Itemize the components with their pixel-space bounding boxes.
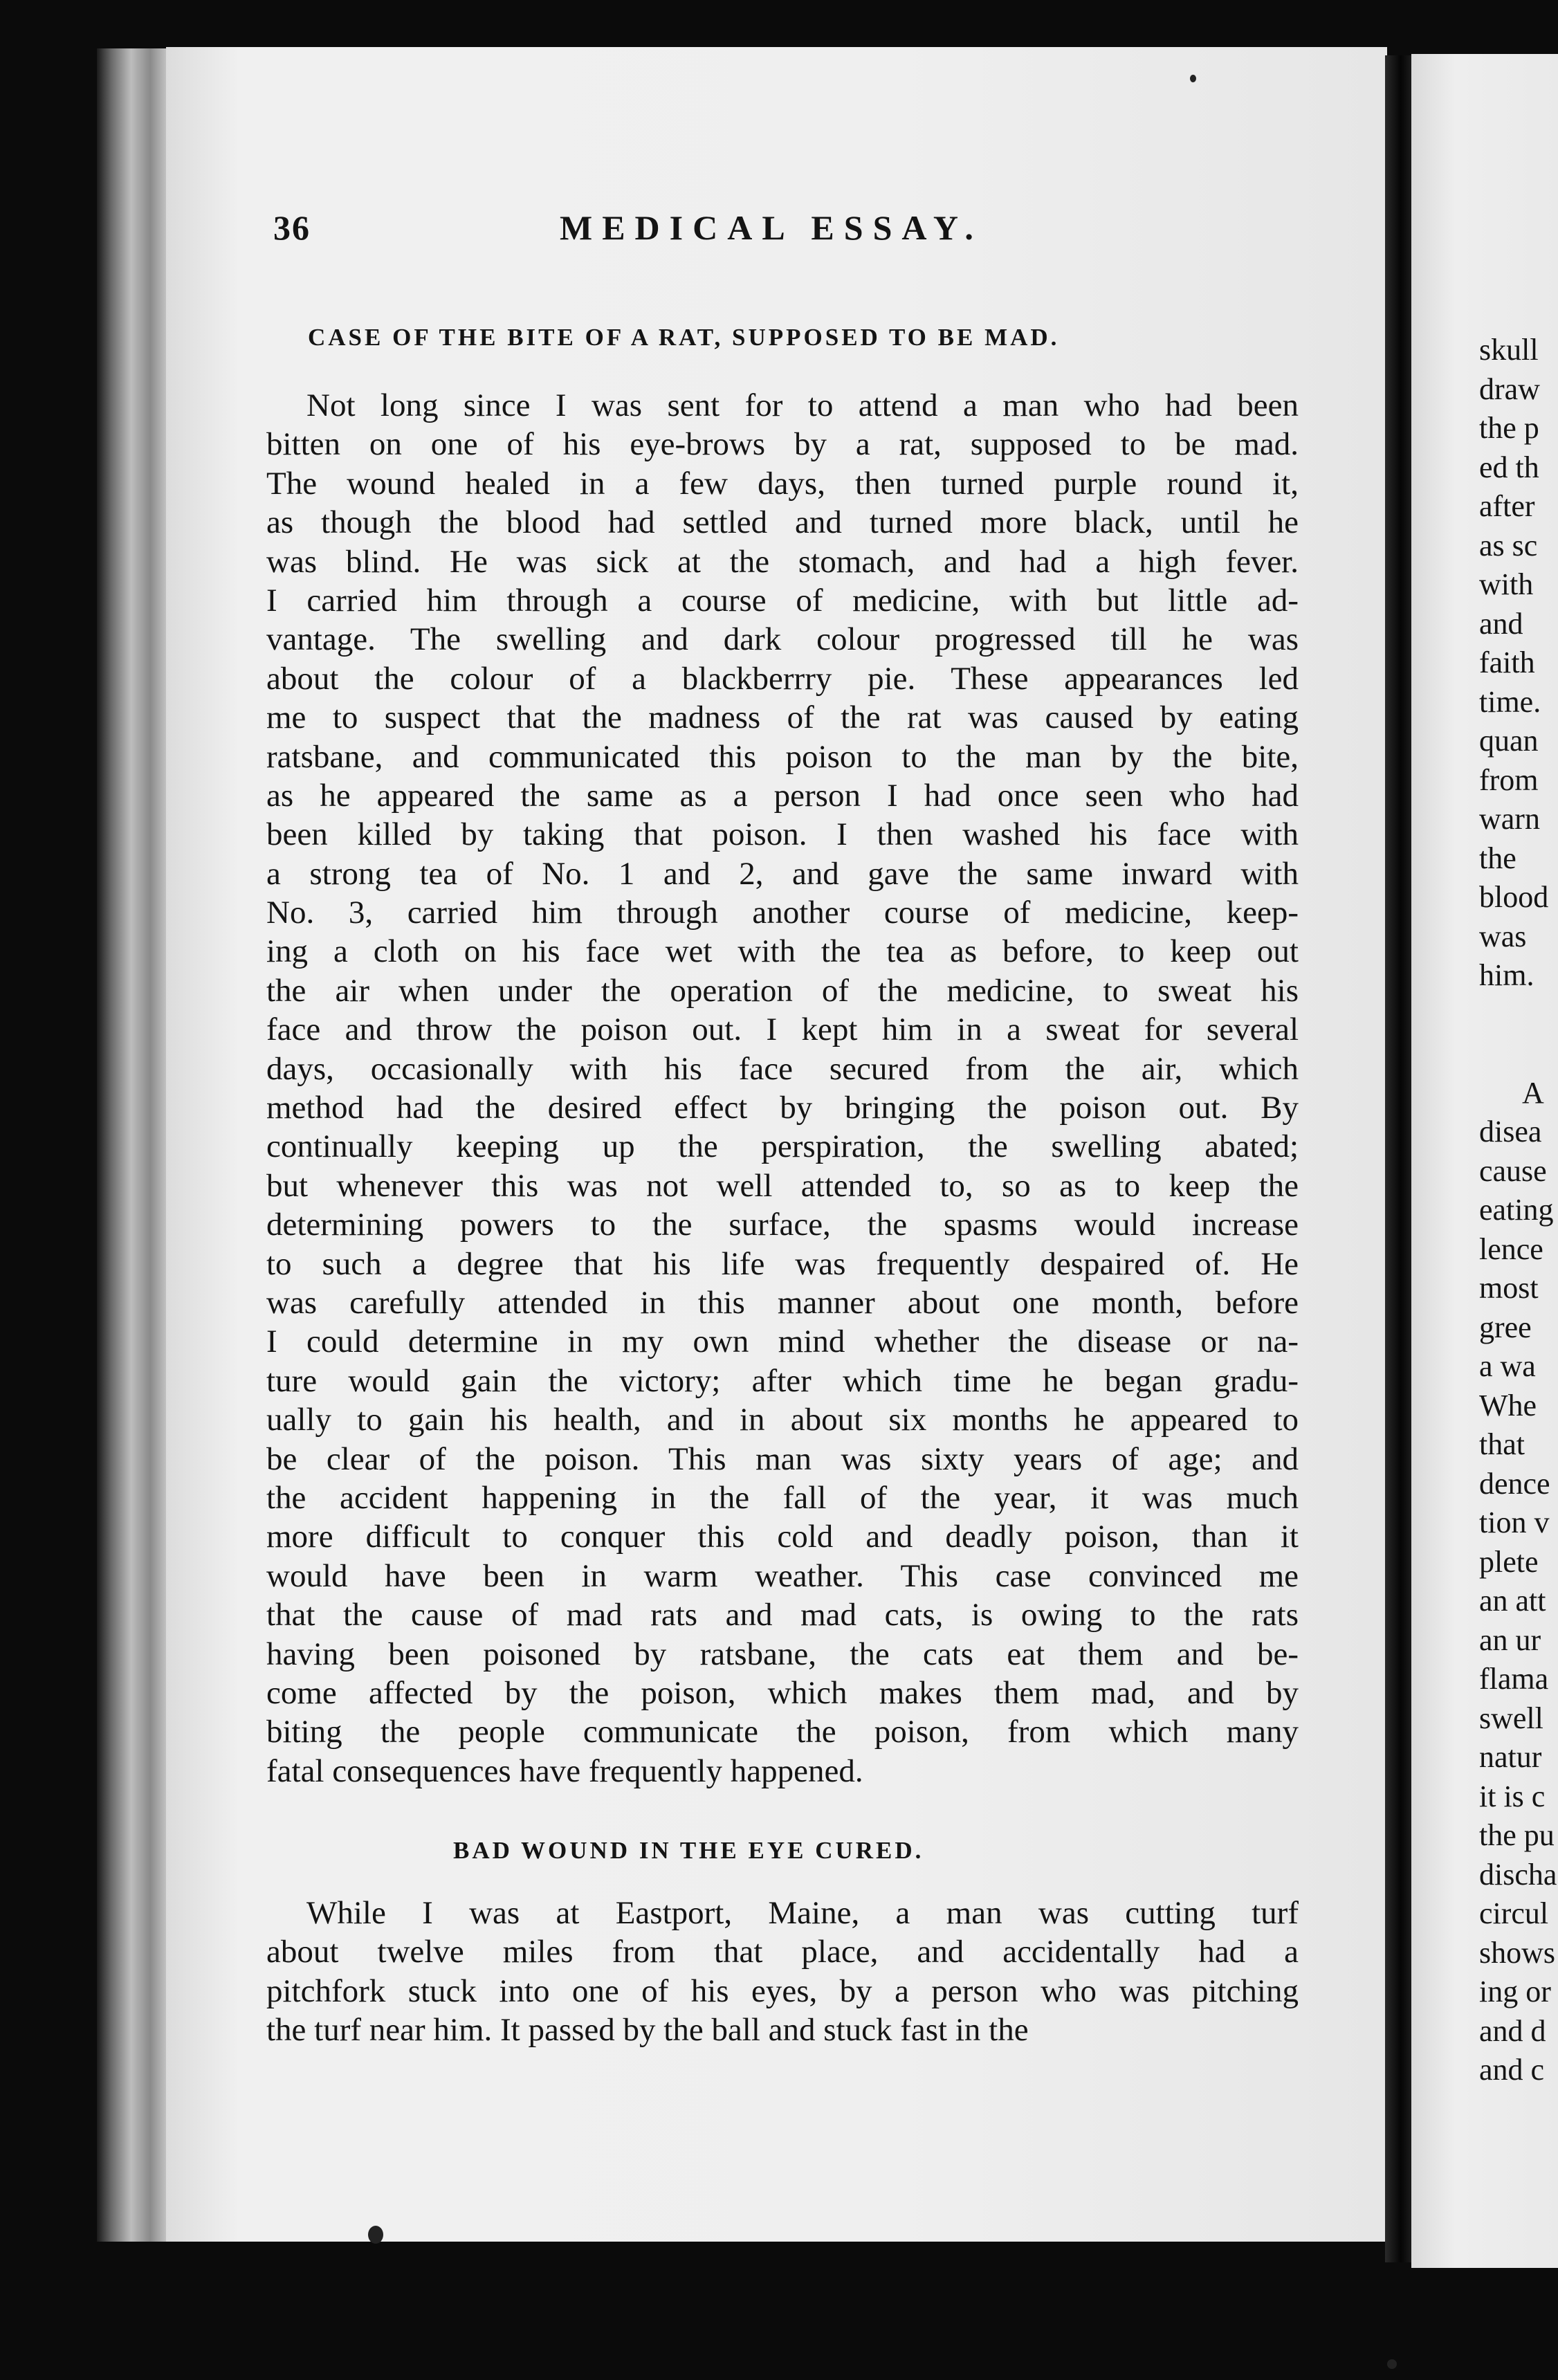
ink-speck	[1190, 75, 1196, 82]
text-line: the turf near him. It passed by the ball and stuck fast in the	[266, 2012, 1029, 2049]
facing-text-fragment: an att	[1479, 1584, 1546, 1618]
facing-text-fragment: the pu	[1479, 1818, 1555, 1852]
facing-text-fragment: and d	[1479, 2013, 1546, 2048]
text-line: the air when under the operation of the medicine, to sweat his	[266, 972, 1299, 1009]
text-line: was carefully attended in this manner about one month, before	[266, 1284, 1299, 1321]
text-line: as he appeared the same as a person I had once seen who had	[266, 777, 1299, 814]
text-line: vantage. The swelling and dark colour progressed till he was	[266, 621, 1299, 658]
running-head	[273, 208, 1294, 256]
text-line: me to suspect that the madness of the rat was caused by eating	[266, 699, 1299, 736]
text-line: biting the people communicate the poison, from which many	[266, 1714, 1299, 1750]
text-line: days, occasionally with his face secured from the air, which	[266, 1050, 1299, 1087]
facing-text-fragment: disea	[1479, 1115, 1542, 1148]
facing-text-fragment: natur	[1479, 1740, 1542, 1774]
ink-speck	[368, 2226, 383, 2244]
facing-text-fragment: swell	[1479, 1701, 1543, 1735]
facing-text-fragment: tion v	[1479, 1505, 1550, 1539]
facing-text-fragment: gree	[1479, 1310, 1532, 1344]
text-line: continually keeping up the perspiration, the swelling abated;	[266, 1128, 1299, 1165]
facing-text-fragment: him.	[1479, 958, 1534, 992]
facing-text-fragment: cause	[1479, 1153, 1547, 1188]
text-line: more difficult to conquer this cold and deadly poison, than it	[266, 1519, 1299, 1555]
facing-text-fragment: quan	[1479, 724, 1539, 758]
text-line: I carried him through a course of medicine, with but little ad-	[266, 582, 1299, 619]
facing-text-fragment: dence	[1479, 1466, 1550, 1501]
text-line: determining powers to the surface, the spasms would increase	[266, 1207, 1299, 1243]
text-line: be clear of the poison. This man was sixty years of age; and	[266, 1440, 1299, 1477]
facing-text-fragment: lence	[1479, 1232, 1543, 1266]
facing-text-fragment	[1479, 1034, 1558, 1074]
page-number: 36	[273, 208, 311, 247]
facing-text-fragment: ed th	[1479, 450, 1539, 484]
text-line: No. 3, carried him through another course of medicine, keep-	[266, 895, 1299, 931]
text-line: the accident happening in the fall of the year, it was much	[266, 1479, 1299, 1516]
facing-text-fragment: time.	[1479, 684, 1541, 719]
facing-text-fragment: the p	[1479, 411, 1539, 445]
text-line: about twelve miles from that place, and accidentally had a	[266, 1934, 1299, 1970]
facing-page-text	[1479, 331, 1558, 2090]
text-line: but whenever this was not well attended to, so as to keep the	[266, 1167, 1299, 1204]
text-line: been killed by taking that poison. I then washed his face with	[266, 816, 1299, 853]
text-line: I could determine in my own mind whether the disease or na-	[266, 1324, 1299, 1360]
text-line: come affected by the poison, which makes them mad, and by	[266, 1674, 1299, 1711]
facing-text-fragment	[1479, 996, 1558, 1035]
text-line: ually to gain his health, and in about six months he appeared to	[266, 1402, 1299, 1438]
facing-text-fragment: skull	[1479, 333, 1539, 367]
text-line: While I was at Eastport, Maine, a man was cutting turf	[306, 1895, 1299, 1931]
section-body-rat-bite	[266, 386, 1299, 1791]
facing-text-fragment: A	[1522, 1075, 1544, 1110]
facing-text-fragment: most	[1479, 1271, 1539, 1305]
text-line: Not long since I was sent for to attend a man who had been	[306, 387, 1299, 423]
facing-text-fragment: from	[1479, 762, 1539, 797]
text-line: was blind. He was sick at the stomach, and had a high fever.	[266, 543, 1299, 580]
facing-text-fragment: circul	[1479, 1896, 1549, 1930]
text-line: that the cause of mad rats and mad cats, is owing to the rats	[266, 1597, 1299, 1633]
text-line: bitten on one of his eye-brows by a rat, supposed to be mad.	[266, 426, 1299, 463]
section-heading-eye-wound: BAD WOUND IN THE EYE CURED.	[453, 1837, 924, 1864]
text-line: ture would gain the victory; after which time he began gradu-	[266, 1362, 1299, 1399]
facing-text-fragment: the	[1479, 841, 1516, 875]
facing-text-fragment: flama	[1479, 1662, 1549, 1696]
facing-text-fragment: draw	[1479, 372, 1540, 406]
text-line: to such a degree that his life was frequently despaired of. He	[266, 1245, 1299, 1282]
text-line: about the colour of a blackberrry pie. These appearances led	[266, 660, 1299, 697]
facing-text-fragment: a wa	[1479, 1349, 1536, 1383]
facing-text-fragment: was	[1479, 919, 1527, 953]
text-line: method had the desired effect by bringing the poison out. By	[266, 1090, 1299, 1126]
facing-text-fragment: ing or	[1479, 1975, 1551, 2008]
text-line: having been poisoned by ratsbane, the cats eat them and be-	[266, 1636, 1299, 1672]
text-line: ing a cloth on his face wet with the tea as before, to keep out	[266, 933, 1299, 970]
facing-text-fragment: and c	[1479, 2053, 1545, 2087]
text-line: The wound healed in a few days, then turned purple round it,	[266, 465, 1299, 502]
facing-text-fragment: it is c	[1479, 1779, 1546, 1813]
facing-text-fragment: with	[1479, 567, 1534, 601]
facing-text-fragment: blood	[1479, 880, 1549, 914]
section-heading-rat-bite: CASE OF THE BITE OF A RAT, SUPPOSED TO BE MAD.	[308, 324, 1060, 351]
running-title: MEDICAL ESSAY.	[560, 208, 983, 247]
ink-speck	[1387, 2359, 1397, 2369]
facing-text-fragment: an ur	[1479, 1622, 1541, 1657]
text-line: as though the blood had settled and turned more black, until he	[266, 504, 1299, 541]
facing-text-fragment: discha	[1479, 1857, 1557, 1892]
facing-text-fragment: plete	[1479, 1544, 1539, 1579]
facing-text-fragment: as sc	[1479, 528, 1538, 562]
facing-text-fragment: that	[1479, 1427, 1525, 1461]
facing-text-fragment: after	[1479, 489, 1535, 523]
text-line: a strong tea of No. 1 and 2, and gave the same inward with	[266, 855, 1299, 892]
text-line: would have been in warm weather. This case convinced me	[266, 1557, 1299, 1594]
text-line: fatal consequences have frequently happened.	[266, 1752, 863, 1789]
facing-text-fragment: shows	[1479, 1935, 1556, 1970]
book-binding-edge	[97, 48, 173, 2242]
section-body-eye-wound	[266, 1894, 1299, 2050]
facing-text-fragment: and	[1479, 606, 1523, 641]
text-line: ratsbane, and communicated this poison to the man by the bite,	[266, 738, 1299, 775]
text-line: face and throw the poison out. I kept him in a sweat for several	[266, 1012, 1299, 1048]
facing-text-fragment: eating	[1479, 1193, 1554, 1227]
facing-text-fragment: Whe	[1479, 1388, 1537, 1422]
text-line: pitchfork stuck into one of his eyes, by a person who was pitching	[266, 1972, 1299, 2009]
facing-text-fragment: faith	[1479, 646, 1535, 679]
page-gutter	[1385, 55, 1411, 2262]
facing-text-fragment: warn	[1479, 802, 1540, 836]
